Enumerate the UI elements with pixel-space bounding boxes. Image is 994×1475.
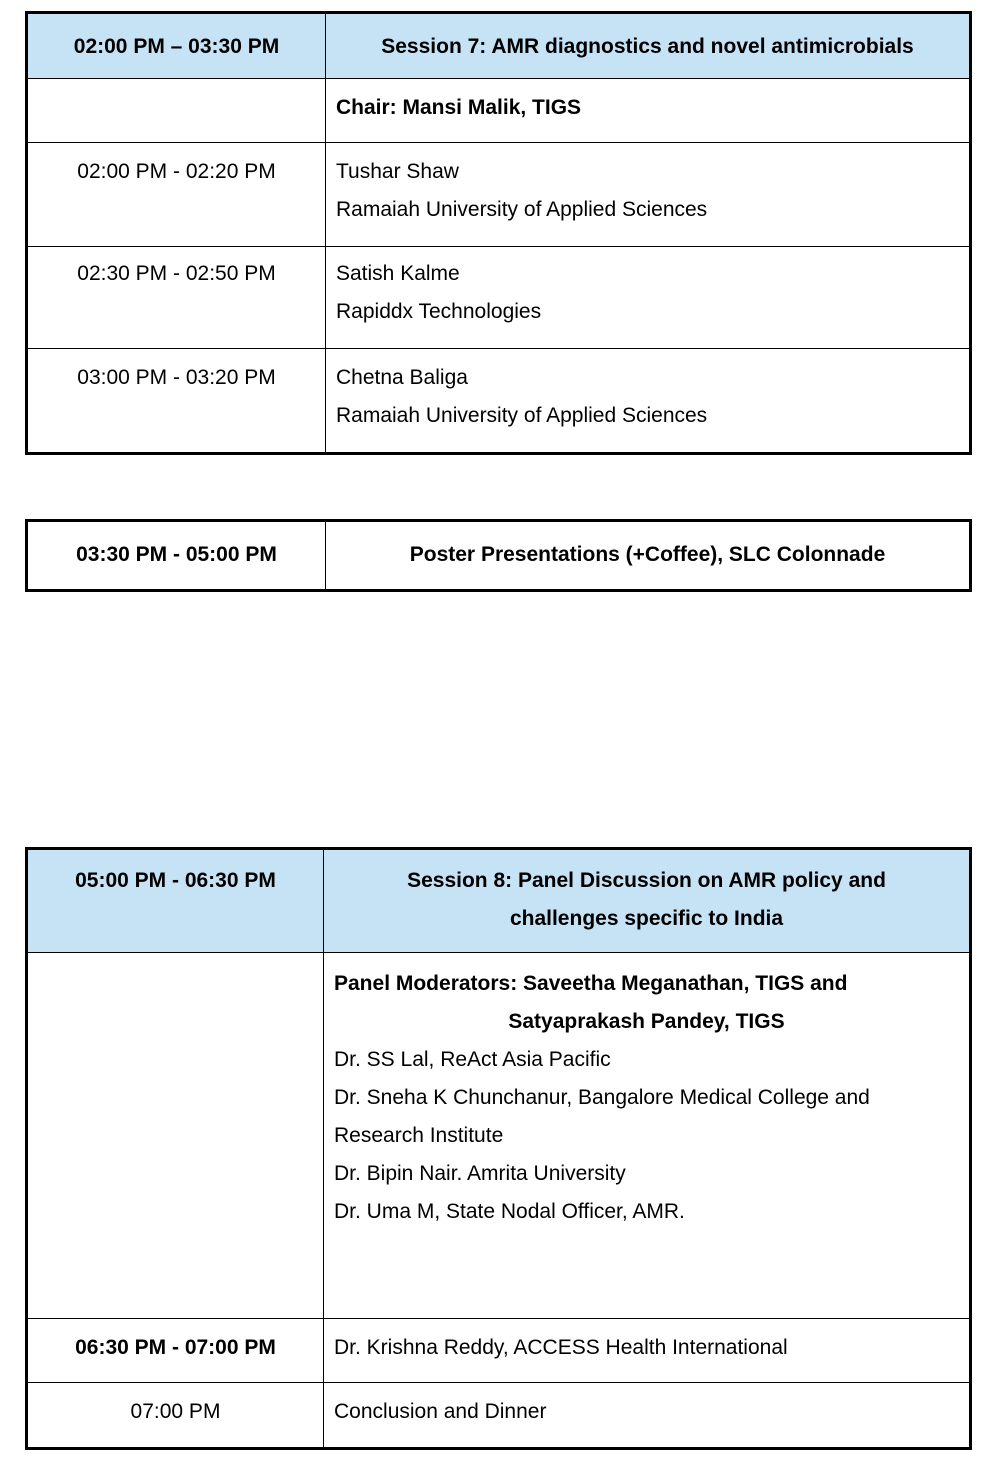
speaker-name: Chetna Baliga	[336, 366, 468, 389]
session-7-chair: Chair: Mansi Malik, TIGS	[326, 79, 971, 143]
session-8-title-line-1: Session 8: Panel Discussion on AMR policy and	[407, 869, 886, 892]
speaker-affiliation: Rapiddx Technologies	[336, 300, 542, 323]
talk-row	[27, 143, 971, 247]
speaker-affiliation: Ramaiah University of Applied Sciences	[336, 404, 708, 427]
talk-details	[326, 247, 971, 349]
panel-moderators-line-1: Panel Moderators: Saveetha Meganathan, TIGS and	[334, 972, 848, 995]
closing-text: Conclusion and Dinner	[324, 1383, 971, 1449]
speaker-affiliation: Ramaiah University of Applied Sciences	[336, 198, 708, 221]
keynote-text: Dr. Krishna Reddy, ACCESS Health International	[324, 1319, 971, 1383]
panel-details	[324, 953, 971, 1319]
panelist: Dr. Sneha K Chunchanur, Bangalore Medical College and	[334, 1086, 870, 1109]
session-8-title	[324, 849, 971, 953]
talk-row	[27, 349, 971, 454]
panelist: Research Institute	[334, 1124, 504, 1147]
closing-time: 07:00 PM	[27, 1383, 324, 1449]
poster-row	[27, 521, 971, 591]
poster-table	[25, 519, 972, 592]
panel-row	[27, 953, 971, 1319]
talk-details	[326, 349, 971, 454]
session-8-time: 05:00 PM - 06:30 PM	[27, 849, 324, 953]
talk-time: 02:00 PM - 02:20 PM	[27, 143, 326, 247]
speaker-name: Tushar Shaw	[336, 160, 459, 183]
talk-time: 03:00 PM - 03:20 PM	[27, 349, 326, 454]
talk-time: 02:30 PM - 02:50 PM	[27, 247, 326, 349]
panel-moderators-line-2: Satyaprakash Pandey, TIGS	[508, 1010, 785, 1033]
poster-title: Poster Presentations (+Coffee), SLC Colonnade	[326, 521, 971, 591]
talk-details	[326, 143, 971, 247]
poster-time: 03:30 PM - 05:00 PM	[27, 521, 326, 591]
session-8-title-line-2: challenges specific to India	[509, 907, 784, 930]
keynote-time: 06:30 PM - 07:00 PM	[27, 1319, 324, 1383]
closing-row	[27, 1383, 971, 1449]
panelist: Dr. SS Lal, ReAct Asia Pacific	[334, 1048, 611, 1071]
session-8-table	[25, 847, 972, 1450]
chair-row	[27, 79, 971, 143]
talk-row	[27, 247, 971, 349]
session-8-header-row	[27, 849, 971, 953]
speaker-name: Satish Kalme	[336, 262, 460, 285]
session-7-time: 02:00 PM – 03:30 PM	[27, 13, 326, 79]
keynote-row	[27, 1319, 971, 1383]
session-7-header-row	[27, 13, 971, 79]
panel-time-cell	[27, 953, 324, 1319]
session-7-title: Session 7: AMR diagnostics and novel antimicrobials	[326, 13, 971, 79]
panelist: Dr. Uma M, State Nodal Officer, AMR.	[334, 1200, 685, 1223]
panelist: Dr. Bipin Nair. Amrita University	[334, 1162, 626, 1185]
session-7-table	[25, 11, 972, 455]
chair-time-cell	[27, 79, 326, 143]
